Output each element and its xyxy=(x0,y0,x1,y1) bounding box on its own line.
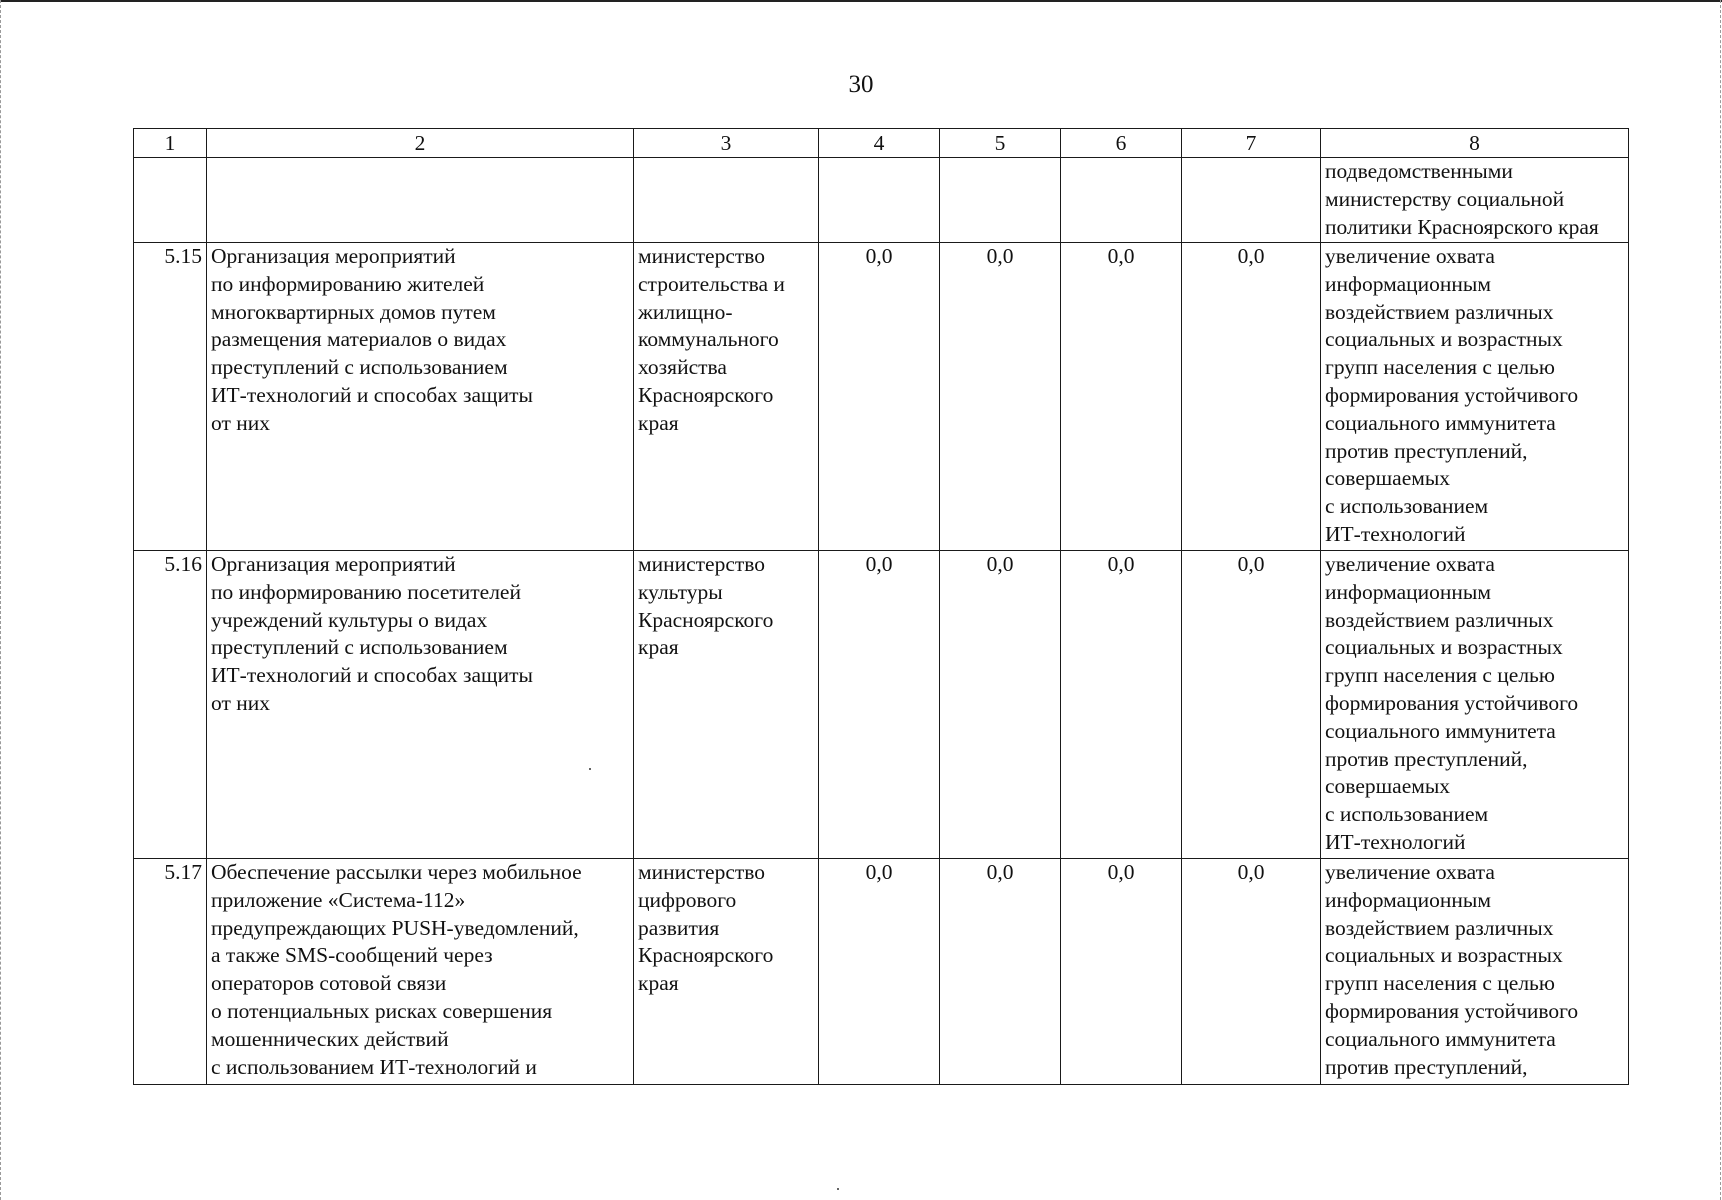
expected-result: увеличение охвата информационным воздействием различных социальных и возрастных групп населения с целью формирования устойчивого социального иммунитета против преступлений, xyxy=(1321,859,1629,1085)
row-number: 5.16 xyxy=(134,551,207,859)
value-col-5: 0,0 xyxy=(940,859,1061,1085)
table-header-row xyxy=(134,129,1629,158)
row-number: 5.15 xyxy=(134,243,207,551)
executor: министерство культуры Красноярского края xyxy=(634,551,819,859)
value-col-6: 0,0 xyxy=(1061,551,1182,859)
value-col-4: 0,0 xyxy=(819,551,940,859)
value-col-7: 0,0 xyxy=(1182,859,1321,1085)
scan-speck xyxy=(589,768,591,770)
value-col-4: 0,0 xyxy=(819,243,940,551)
row-number xyxy=(134,158,207,243)
scan-speck xyxy=(837,1188,839,1190)
column-header-2: 2 xyxy=(207,129,634,158)
value-col-5: 0,0 xyxy=(940,551,1061,859)
column-header-1: 1 xyxy=(134,129,207,158)
value-col-7: 0,0 xyxy=(1182,551,1321,859)
measure-name: Обеспечение рассылки через мобильное приложение «Система-112» предупреждающих PUSH-уведомлений, а также SMS-сообщений через операторов сотовой связи о потенциальных рисках совершения мошеннических действий с использованием ИТ-технологий и xyxy=(207,859,634,1085)
executor: министерство строительства и жилищно- коммунального хозяйства Красноярского края xyxy=(634,243,819,551)
value-col-4: 0,0 xyxy=(819,859,940,1085)
measure-name: Организация мероприятий по информированию посетителей учреждений культуры о видах преступлений с использованием ИТ-технологий и способах защиты от них xyxy=(207,551,634,859)
value-col-6: 0,0 xyxy=(1061,859,1182,1085)
value-col-7 xyxy=(1182,158,1321,243)
page-top-edge xyxy=(0,0,1722,2)
row-number: 5.17 xyxy=(134,859,207,1085)
measure-name: Организация мероприятий по информированию жителей многоквартирных домов путем размещения материалов о видах преступлений с использованием ИТ-технологий и способах защиты от них xyxy=(207,243,634,551)
expected-result: увеличение охвата информационным воздействием различных социальных и возрастных групп населения с целью формирования устойчивого социального иммунитета против преступлений, совершаемых с использованием ИТ-технологий xyxy=(1321,243,1629,551)
table-row-continuation xyxy=(134,158,1629,243)
column-header-5: 5 xyxy=(940,129,1061,158)
page-number: 30 xyxy=(848,71,874,98)
executor: министерство цифрового развития Красноярского края xyxy=(634,859,819,1085)
table-row-5-15 xyxy=(134,243,1629,551)
column-header-6: 6 xyxy=(1061,129,1182,158)
value-col-7: 0,0 xyxy=(1182,243,1321,551)
column-header-7: 7 xyxy=(1182,129,1321,158)
value-col-6 xyxy=(1061,158,1182,243)
column-header-3: 3 xyxy=(634,129,819,158)
page-left-edge xyxy=(0,0,2,1200)
column-header-4: 4 xyxy=(819,129,940,158)
table-row-5-16 xyxy=(134,551,1629,859)
value-col-5 xyxy=(940,158,1061,243)
measure-name xyxy=(207,158,634,243)
column-header-8: 8 xyxy=(1321,129,1629,158)
value-col-4 xyxy=(819,158,940,243)
expected-result: подведомственными министерству социальной политики Красноярского края xyxy=(1321,158,1629,243)
expected-result: увеличение охвата информационным воздействием различных социальных и возрастных групп населения с целью формирования устойчивого социального иммунитета против преступлений, совершаемых с использованием ИТ-технологий xyxy=(1321,551,1629,859)
table-row-5-17 xyxy=(134,859,1629,1085)
value-col-5: 0,0 xyxy=(940,243,1061,551)
value-col-6: 0,0 xyxy=(1061,243,1182,551)
executor xyxy=(634,158,819,243)
program-measures-table xyxy=(133,128,1629,1085)
